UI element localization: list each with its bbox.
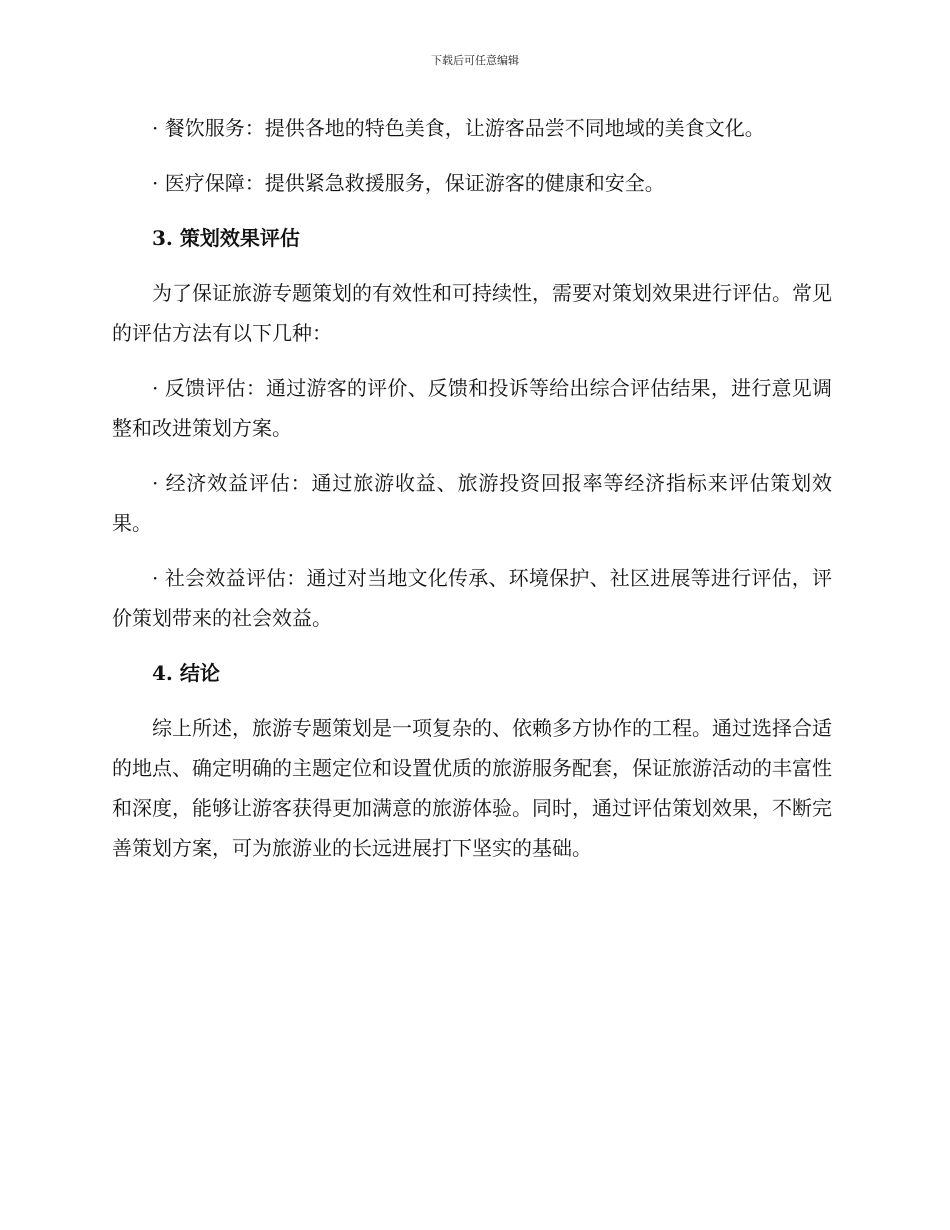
section-heading-evaluation: 3. 策划效果评估	[152, 226, 300, 250]
page-header: 下载后可任意编辑	[431, 54, 519, 67]
bullet-social-evaluation: · 社会效益评估：通过对当地文化传承、环境保护、社区进展等进行评估，评价策划带来的社会效益。	[112, 566, 832, 630]
paragraph-evaluation-intro: 为了保证旅游专题策划的有效性和可持续性，需要对策划效果进行评估。常见的评估方法有以下几种：	[112, 281, 832, 345]
bullet-catering-service: · 餐饮服务：提供各地的特色美食，让游客品尝不同地域的美食文化。	[152, 116, 765, 140]
bullet-economic-evaluation: · 经济效益评估：通过旅游收益、旅游投资回报率等经济指标来评估策划效果。	[112, 471, 832, 535]
section-heading-conclusion: 4. 结论	[152, 661, 220, 685]
bullet-medical-support: · 医疗保障：提供紧急救援服务，保证游客的健康和安全。	[152, 171, 665, 195]
paragraph-conclusion: 综上所述，旅游专题策划是一项复杂的、依赖多方协作的工程。通过选择合适的地点、确定明确的主题定位和设置优质的旅游服务配套，保证旅游活动的丰富性和深度，能够让游客获得更加满意的旅游体验。同时，通过评估策划效果，不断完善策划方案，可为旅游业的长远进展打下坚实的基础。	[112, 716, 832, 860]
document-body	[112, 108, 832, 883]
bullet-feedback-evaluation: · 反馈评估：通过游客的评价、反馈和投诉等给出综合评估结果，进行意见调整和改进策划方案。	[112, 376, 832, 440]
